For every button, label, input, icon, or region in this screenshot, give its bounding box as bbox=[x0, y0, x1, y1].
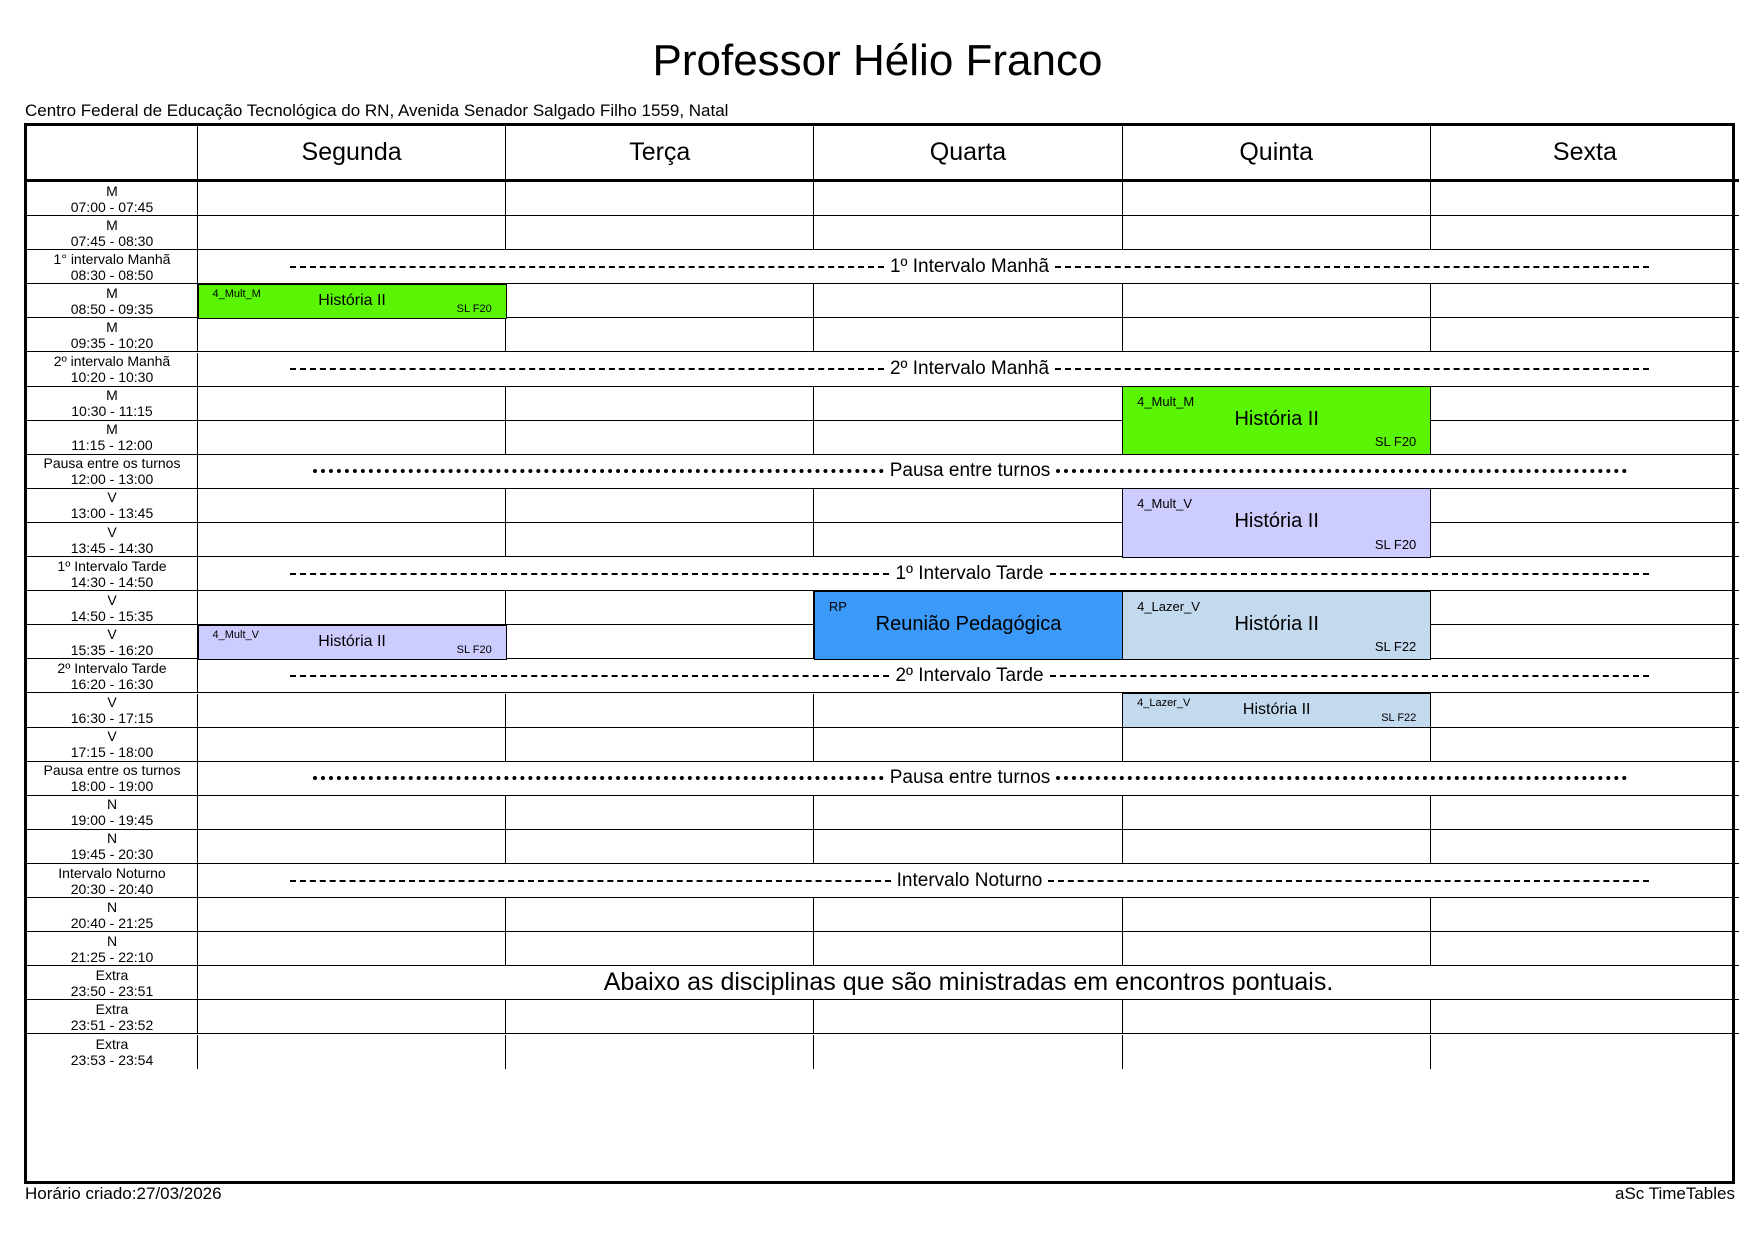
period-name: M bbox=[106, 421, 118, 438]
software-credit: aSc TimeTables bbox=[1615, 1184, 1735, 1203]
empty-slot bbox=[1123, 1000, 1431, 1034]
period-label bbox=[27, 216, 198, 250]
empty-slot bbox=[506, 284, 814, 318]
period-label bbox=[27, 694, 198, 728]
period-label bbox=[27, 796, 198, 830]
period-label bbox=[27, 523, 198, 557]
band-rule-right bbox=[1055, 368, 1649, 370]
empty-slot bbox=[506, 625, 814, 659]
empty-slot bbox=[814, 796, 1122, 830]
empty-slot bbox=[506, 728, 814, 762]
period-label bbox=[27, 1035, 198, 1069]
period-time: 20:40 - 21:25 bbox=[70, 914, 154, 931]
period-name: V bbox=[107, 591, 117, 608]
empty-slot bbox=[506, 694, 814, 728]
period-label bbox=[27, 1000, 198, 1034]
band-rule-left bbox=[290, 368, 884, 370]
empty-slot bbox=[1123, 182, 1431, 216]
period-time: 08:50 - 09:35 bbox=[70, 300, 154, 317]
break-label: Pausa entre turnos bbox=[889, 767, 1051, 789]
lesson-room: SL F20 bbox=[456, 302, 492, 315]
period-label bbox=[27, 898, 198, 932]
band-rule-right bbox=[1050, 675, 1649, 677]
empty-slot bbox=[1123, 830, 1431, 864]
empty-slot bbox=[1431, 1035, 1739, 1069]
grid-corner bbox=[27, 126, 198, 182]
empty-slot bbox=[814, 1000, 1122, 1034]
empty-slot bbox=[814, 284, 1122, 318]
empty-slot bbox=[1431, 489, 1739, 523]
band-rule-right bbox=[1050, 573, 1649, 575]
empty-slot bbox=[814, 694, 1122, 728]
period-label bbox=[27, 966, 198, 1000]
period-name: Pausa entre os turnos bbox=[43, 762, 181, 779]
empty-slot bbox=[198, 216, 506, 250]
empty-slot bbox=[506, 898, 814, 932]
day-header: Sexta bbox=[1431, 126, 1739, 182]
band-rule-left bbox=[290, 573, 889, 575]
period-time: 08:30 - 08:50 bbox=[70, 266, 154, 283]
lesson-subject: História II bbox=[1234, 510, 1319, 533]
empty-slot bbox=[1123, 796, 1431, 830]
period-time: 10:20 - 10:30 bbox=[70, 369, 154, 386]
period-label bbox=[27, 625, 198, 659]
period-time: 16:30 - 17:15 bbox=[70, 710, 154, 727]
period-label bbox=[27, 455, 198, 489]
empty-slot bbox=[506, 216, 814, 250]
lesson-group: RP bbox=[828, 598, 847, 614]
period-time: 19:45 - 20:30 bbox=[70, 846, 154, 863]
empty-slot bbox=[506, 489, 814, 523]
break-label: Pausa entre turnos bbox=[889, 460, 1051, 482]
empty-slot bbox=[814, 318, 1122, 352]
empty-slot bbox=[1123, 898, 1431, 932]
period-time: 17:15 - 18:00 bbox=[70, 744, 154, 761]
lesson-card[interactable] bbox=[814, 591, 1123, 660]
period-time: 11:15 - 12:00 bbox=[71, 437, 153, 454]
period-time: 07:45 - 08:30 bbox=[70, 232, 154, 249]
empty-slot bbox=[1431, 421, 1739, 455]
empty-slot bbox=[198, 421, 506, 455]
empty-slot bbox=[814, 489, 1122, 523]
break-band bbox=[198, 250, 1739, 284]
break-label: Intervalo Noturno bbox=[896, 869, 1043, 891]
break-band bbox=[198, 966, 1739, 1000]
empty-slot bbox=[506, 421, 814, 455]
break-band bbox=[198, 659, 1739, 693]
empty-slot bbox=[506, 796, 814, 830]
period-label bbox=[27, 387, 198, 421]
period-label bbox=[27, 864, 198, 898]
empty-slot bbox=[1123, 318, 1431, 352]
break-label: 2º Intervalo Tarde bbox=[895, 664, 1044, 686]
empty-slot bbox=[506, 523, 814, 557]
lesson-subject: História II bbox=[1242, 701, 1311, 719]
period-label bbox=[27, 762, 198, 796]
empty-slot bbox=[1431, 796, 1739, 830]
band-rule-left bbox=[313, 776, 884, 780]
empty-slot bbox=[1431, 898, 1739, 932]
period-time: 19:00 - 19:45 bbox=[70, 812, 154, 829]
lesson-room: SL F20 bbox=[1374, 434, 1417, 450]
period-name: N bbox=[106, 830, 118, 847]
period-label bbox=[27, 557, 198, 591]
period-name: V bbox=[107, 625, 117, 642]
period-name: N bbox=[106, 932, 118, 949]
empty-slot bbox=[1431, 387, 1739, 421]
period-name: M bbox=[106, 216, 118, 233]
lesson-room: SL F20 bbox=[1374, 536, 1417, 552]
period-name: 1° intervalo Manhã bbox=[53, 250, 171, 267]
period-name: V bbox=[107, 489, 117, 506]
notice-label: Abaixo as disciplinas que são ministradas em encontros pontuais. bbox=[603, 968, 1334, 997]
period-time: 07:00 - 07:45 bbox=[70, 198, 154, 215]
lesson-card[interactable] bbox=[1122, 488, 1431, 557]
break-band bbox=[198, 762, 1739, 796]
lesson-group: 4_Mult_V bbox=[1137, 496, 1193, 512]
period-time: 13:45 - 14:30 bbox=[70, 539, 154, 556]
period-label bbox=[27, 659, 198, 693]
period-name: Extra bbox=[95, 1000, 129, 1017]
day-header: Terça bbox=[506, 126, 814, 182]
timetable-grid bbox=[24, 123, 1735, 1184]
school-address: Centro Federal de Educação Tecnológica do RN, Avenida Senador Salgado Filho 1559, Natal bbox=[25, 101, 729, 120]
empty-slot bbox=[814, 421, 1122, 455]
period-name: 1º Intervalo Tarde bbox=[57, 557, 167, 574]
period-time: 10:30 - 11:15 bbox=[71, 403, 153, 420]
lesson-room: SL F22 bbox=[1374, 638, 1417, 654]
empty-slot bbox=[1431, 728, 1739, 762]
empty-slot bbox=[1123, 284, 1431, 318]
period-label bbox=[27, 353, 198, 387]
period-name: M bbox=[106, 182, 118, 199]
lesson-card[interactable] bbox=[1122, 591, 1431, 660]
period-time: 21:25 - 22:10 bbox=[70, 948, 154, 965]
empty-slot bbox=[1123, 1035, 1431, 1069]
empty-slot bbox=[198, 694, 506, 728]
break-label: 1º Intervalo Manhã bbox=[889, 255, 1050, 277]
empty-slot bbox=[1431, 1000, 1739, 1034]
break-band bbox=[198, 864, 1739, 898]
empty-slot bbox=[814, 216, 1122, 250]
empty-slot bbox=[814, 523, 1122, 557]
lesson-subject: História II bbox=[1234, 408, 1319, 431]
empty-slot bbox=[1431, 694, 1739, 728]
empty-slot bbox=[506, 830, 814, 864]
band-rule-left bbox=[290, 880, 891, 882]
period-name: M bbox=[106, 318, 118, 335]
empty-slot bbox=[1431, 932, 1739, 966]
empty-slot bbox=[506, 387, 814, 421]
page-title: Professor Hélio Franco bbox=[652, 36, 1103, 85]
empty-slot bbox=[1123, 728, 1431, 762]
empty-slot bbox=[506, 932, 814, 966]
lesson-subject: História II bbox=[318, 291, 386, 309]
period-label bbox=[27, 489, 198, 523]
empty-slot bbox=[814, 1035, 1122, 1069]
empty-slot bbox=[814, 728, 1122, 762]
empty-slot bbox=[506, 182, 814, 216]
period-name: V bbox=[107, 694, 117, 711]
empty-slot bbox=[1123, 216, 1431, 250]
empty-slot bbox=[1431, 216, 1739, 250]
empty-slot bbox=[506, 1035, 814, 1069]
period-time: 12:00 - 13:00 bbox=[70, 471, 154, 488]
empty-slot bbox=[1431, 830, 1739, 864]
period-label bbox=[27, 830, 198, 864]
empty-slot bbox=[198, 796, 506, 830]
empty-slot bbox=[506, 318, 814, 352]
empty-slot bbox=[198, 387, 506, 421]
lesson-group: 4_Mult_M bbox=[212, 287, 261, 300]
period-time: 20:30 - 20:40 bbox=[70, 880, 154, 897]
period-label bbox=[27, 421, 198, 455]
break-band bbox=[198, 557, 1739, 591]
empty-slot bbox=[814, 830, 1122, 864]
period-name: M bbox=[106, 387, 118, 404]
period-label bbox=[27, 182, 198, 216]
empty-slot bbox=[1431, 318, 1739, 352]
empty-slot bbox=[814, 932, 1122, 966]
period-name: V bbox=[107, 523, 117, 540]
period-name: N bbox=[106, 796, 118, 813]
day-header: Segunda bbox=[198, 126, 506, 182]
empty-slot bbox=[1431, 182, 1739, 216]
band-rule-left bbox=[290, 266, 884, 268]
empty-slot bbox=[1431, 284, 1739, 318]
lesson-card[interactable] bbox=[1122, 693, 1431, 728]
day-header: Quinta bbox=[1123, 126, 1431, 182]
empty-slot bbox=[198, 1000, 506, 1034]
lesson-room: SL F22 bbox=[1381, 712, 1417, 725]
period-time: 14:30 - 14:50 bbox=[70, 573, 154, 590]
lesson-card[interactable] bbox=[1122, 386, 1431, 455]
break-label: 2º Intervalo Manhã bbox=[889, 358, 1050, 380]
period-name: Intervalo Noturno bbox=[58, 864, 166, 881]
lesson-subject: História II bbox=[318, 632, 386, 650]
period-label bbox=[27, 728, 198, 762]
empty-slot bbox=[506, 1000, 814, 1034]
period-name: Extra bbox=[95, 1035, 129, 1052]
period-label bbox=[27, 284, 198, 318]
lesson-room: SL F20 bbox=[456, 643, 492, 656]
period-label bbox=[27, 250, 198, 284]
band-rule-left bbox=[290, 675, 889, 677]
period-time: 16:20 - 16:30 bbox=[70, 675, 154, 692]
period-time: 09:35 - 10:20 bbox=[70, 334, 154, 351]
break-band bbox=[198, 353, 1739, 387]
empty-slot bbox=[1431, 625, 1739, 659]
created-date: Horário criado:27/03/2026 bbox=[25, 1184, 222, 1203]
period-name: 2º Intervalo Tarde bbox=[57, 659, 167, 676]
period-name: Pausa entre os turnos bbox=[43, 455, 181, 472]
break-band bbox=[198, 455, 1739, 489]
lesson-card[interactable] bbox=[198, 625, 507, 660]
period-time: 13:00 - 13:45 bbox=[70, 505, 154, 522]
lesson-group: 4_Mult_M bbox=[1137, 394, 1195, 410]
band-rule-right bbox=[1056, 776, 1627, 780]
empty-slot bbox=[814, 387, 1122, 421]
period-name: 2º intervalo Manhã bbox=[53, 353, 171, 370]
empty-slot bbox=[1431, 591, 1739, 625]
break-label: 1º Intervalo Tarde bbox=[895, 562, 1044, 584]
band-rule-right bbox=[1055, 266, 1649, 268]
empty-slot bbox=[814, 182, 1122, 216]
period-time: 14:50 - 15:35 bbox=[70, 607, 154, 624]
lesson-group: 4_Lazer_V bbox=[1137, 598, 1200, 614]
period-name: M bbox=[106, 284, 118, 301]
period-time: 23:53 - 23:54 bbox=[70, 1051, 154, 1068]
lesson-card[interactable] bbox=[198, 284, 507, 319]
period-label bbox=[27, 318, 198, 352]
empty-slot bbox=[198, 523, 506, 557]
empty-slot bbox=[198, 489, 506, 523]
period-name: Extra bbox=[95, 966, 129, 983]
period-name: N bbox=[106, 898, 118, 915]
day-header: Quarta bbox=[814, 126, 1122, 182]
lesson-subject: Reunião Pedagógica bbox=[875, 612, 1062, 635]
period-time: 15:35 - 16:20 bbox=[70, 641, 154, 658]
empty-slot bbox=[506, 591, 814, 625]
period-name: V bbox=[107, 728, 117, 745]
lesson-group: 4_Lazer_V bbox=[1137, 697, 1191, 709]
period-label bbox=[27, 932, 198, 966]
period-time: 23:51 - 23:52 bbox=[70, 1016, 154, 1033]
empty-slot bbox=[1431, 523, 1739, 557]
band-rule-left bbox=[313, 469, 884, 473]
empty-slot bbox=[814, 898, 1122, 932]
period-time: 18:00 - 19:00 bbox=[70, 778, 154, 795]
empty-slot bbox=[198, 1035, 506, 1069]
band-rule-right bbox=[1056, 469, 1627, 473]
empty-slot bbox=[1123, 932, 1431, 966]
empty-slot bbox=[198, 318, 506, 352]
period-label bbox=[27, 591, 198, 625]
lesson-subject: História II bbox=[1234, 612, 1319, 635]
empty-slot bbox=[198, 182, 506, 216]
empty-slot bbox=[198, 591, 506, 625]
empty-slot bbox=[198, 728, 506, 762]
empty-slot bbox=[198, 932, 506, 966]
empty-slot bbox=[198, 898, 506, 932]
lesson-group: 4_Mult_V bbox=[212, 628, 259, 641]
band-rule-right bbox=[1048, 880, 1649, 882]
period-time: 23:50 - 23:51 bbox=[70, 982, 154, 999]
empty-slot bbox=[198, 830, 506, 864]
